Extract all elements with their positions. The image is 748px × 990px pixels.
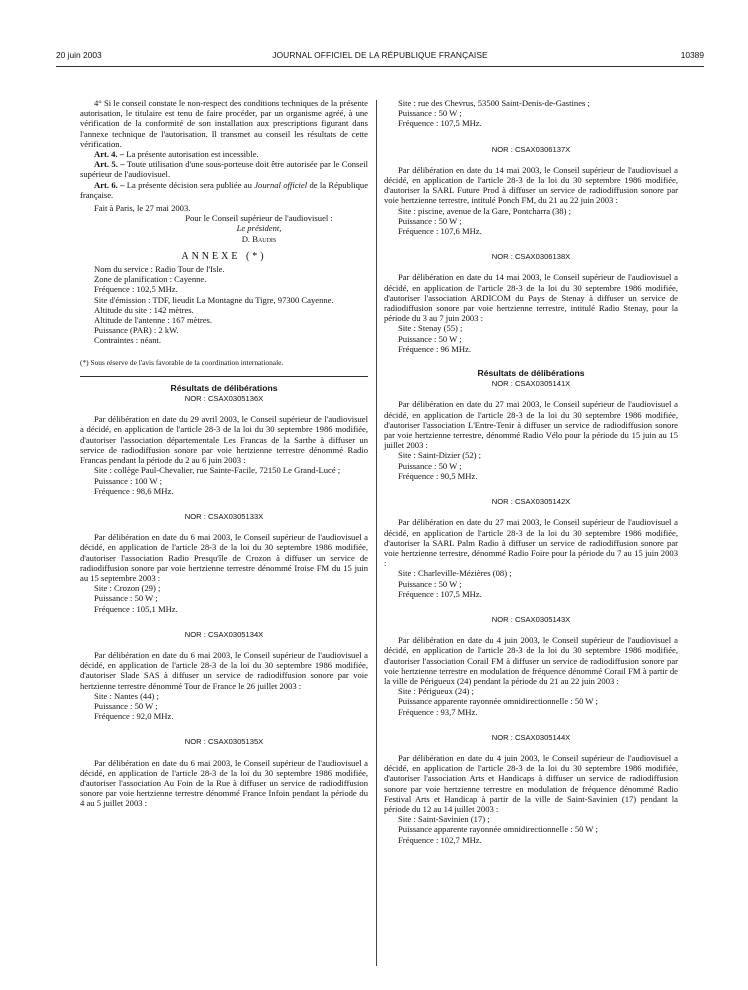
nor-reference: NOR : CSAX0305136X [184, 394, 264, 404]
header-title: JOURNAL OFFICIEL DE LA RÉPUBLIQUE FRANÇAISE [272, 50, 488, 60]
paragraph-verification: 4° Si le conseil constate le non-respect des conditions techniques de la présente autorisation, le titulaire est tenu de faire procéder, par un organisme agréé, à une vérification de la conformité de son installation aux prescriptions figurant dans l'annexe technique de l'autorisation. Il transmet au conseil les résultats de cette vérification. [80, 98, 368, 149]
nor-reference: NOR : CSAX0305141X [491, 379, 571, 389]
deliberation-text: Par délibération en date du 4 juin 2003, le Conseil supérieur de l'audiovisuel a décidé, en application de l'article 28-3 de la loi du 30 septembre 1986 modifiée, d'autoriser l'association Corail FM à diffuser un service de radiodiffusion sonore par voie hertzienne terrestre en modulation de fréquence dénommé Corail FM à partir de la ville de Périgueux (24) pendant la période du 21 au 22 juin 2003 : [384, 635, 678, 686]
deliberation-frequency: Fréquence : 90,5 MHz. [398, 470, 478, 481]
footnote: (*) Sous réserve de l'avis favorable de la coordination internationale. [80, 357, 284, 367]
deliberation-frequency: Fréquence : 107,5 MHz. [398, 118, 482, 129]
deliberation-site: Site : Périgueux (24) ; [398, 686, 474, 697]
signature-role: Le président, [236, 223, 282, 234]
deliberation-power: Puissance : 100 W ; [94, 475, 162, 486]
annexe-line: Puissance (PAR) : 2 kW. [94, 325, 179, 336]
deliberation-site: Site : Saint-Savinien (17) ; [398, 814, 490, 825]
deliberation-power: Puissance : 50 W ; [398, 578, 462, 589]
article-4 [80, 149, 368, 159]
annexe-line: Altitude de l'antenne : 167 mètres. [94, 315, 213, 326]
deliberation-power: Puissance : 50 W ; [398, 333, 462, 344]
deliberation-power: Puissance apparente rayonnée omnidirectionnelle : 50 W ; [398, 824, 598, 835]
deliberation-frequency: Fréquence : 107,5 MHz. [398, 588, 482, 599]
article-5-label: Art. 5. – [94, 159, 125, 170]
annexe-title: ANNEXE (*) [181, 250, 267, 262]
article-4-label: Art. 4. – [94, 149, 125, 160]
deliberation-text: Par délibération en date du 6 mai 2003, le Conseil supérieur de l'audiovisuel a décidé, en application de l'article 28-3 de la loi du 30 septembre 1986 modifiée, d'autoriser l'association Radio Presqu'île de Crozon à diffuser un service de radiodiffusion sonore par voie hertzienne terrestre dénommé Iroise FM du 15 juin au 15 septembre 2003 : [80, 532, 368, 583]
page-header [56, 50, 704, 62]
deliberation-text: Par délibération en date du 14 mai 2003, le Conseil supérieur de l'audiovisuel a décidé, en application de l'article 28-3 de la loi du 30 septembre 1986 modifiée, d'autoriser la SARL Future Prod à diffuser un service de radiodiffusion sonore par voie hertzienne terrestre, intitulé Ponch FM, du 21 au 22 juin 2003 : [384, 164, 678, 206]
deliberation-frequency: Fréquence : 93,7 MHz. [398, 706, 478, 717]
deliberation-frequency: Fréquence : 98,6 MHz. [94, 485, 174, 496]
deliberation-text: Par délibération en date du 29 avril 2003, le Conseil supérieur de l'audiovisuel a décidé, en application de l'article 28-3 de la loi du 30 septembre 1986 modifiée, d'autoriser l'association départementale Les Francas de la Sarthe à diffuser un service de radiodiffusion sonore par voie hertzienne terrestre dénommé Radio Francas pendant la période du 2 au 6 juin 2003 : [80, 414, 368, 466]
deliberation-site: Site : rue des Chevrus, 53500 Saint-Denis-de-Gastines ; [398, 98, 590, 108]
article-6-text-a: La présente décision sera publiée au [126, 179, 252, 190]
deliberation-power: Puissance apparente rayonnée omnidirectionnelle : 50 W ; [398, 696, 598, 707]
nor-reference: NOR : CSAX0305143X [491, 614, 571, 624]
deliberation-frequency: Fréquence : 102,7 MHz. [398, 834, 482, 845]
section-separator [80, 376, 368, 377]
article-6-label: Art. 6. – [94, 179, 125, 190]
article-6 [80, 180, 368, 200]
deliberation-text: Par délibération en date du 4 juin 2003, le Conseil supérieur de l'audiovisuel a décidé, en application de l'article 28-3 de la loi du 30 septembre 1986 modifiée, d'autoriser l'association Arts et Handicaps à diffuser un service de radiodiffusion sonore par voie hertzienne terrestre en modulation de fréquence dénommé Radio Festival Arts et Handicap à partir de la ville de Saint-Savinien (17) pendant la période du 12 au 14 juillet 2003 : [384, 752, 678, 814]
deliberation-site: Site : collège Paul-Chevalier, rue Sainte-Facile, 72150 Le Grand-Lucé ; [94, 465, 341, 476]
deliberation-text: Par délibération en date du 14 mai 2003, le Conseil supérieur de l'audiovisuel a décidé, en application de l'article 28-3 de la loi du 30 septembre 1986 modifiée, d'autoriser l'association ARDICOM du Pays de Stenay à diffuser un service de radiodiffusion sonore par voie hertzienne terrestre, intitulé Radio Stenay, pour la période du 3 au 7 juin 2003 : [384, 272, 678, 324]
section-title: Résultats de délibérations [170, 382, 278, 393]
deliberation-site: Site : Charleville-Mézières (08) ; [398, 568, 512, 579]
header-date: 20 juin 2003 [56, 50, 102, 60]
annexe-line: Site d'émission : TDF, lieudit La Montagne du Tigre, 97300 Cayenne. [94, 294, 334, 305]
header-rule [56, 66, 704, 67]
deliberation-power: Puissance : 50 W ; [398, 460, 462, 471]
article-6-journal: Journal officiel [254, 179, 308, 190]
annexe-line: Zone de planification : Cayenne. [94, 274, 207, 285]
left-column [80, 98, 368, 809]
deliberation-frequency: Fréquence : 96 MHz. [398, 343, 472, 354]
deliberation-power: Puissance : 50 W ; [94, 593, 158, 604]
deliberation-site: Site : Nantes (44) ; [94, 690, 159, 701]
header-page-number: 10389 [680, 50, 704, 60]
annexe-line: Fréquence : 102,5 MHz. [94, 284, 178, 295]
nor-reference: NOR : CSAX0306138X [491, 252, 571, 262]
deliberation-frequency: Fréquence : 107,6 MHz. [398, 226, 482, 237]
article-4-text: La présente autorisation est incessible. [126, 149, 259, 160]
signature-line-1: Pour le Conseil supérieur de l'audiovisuel : [185, 213, 333, 224]
article-5-text: Toute utilisation d'une sous-porteuse doit être autorisée par le Conseil supérieur de l'audiovisuel. [80, 159, 368, 180]
deliberation-site: Site : Stenay (55) ; [398, 323, 463, 334]
fait-a-paris: Fait à Paris, le 27 mai 2003. [94, 203, 191, 214]
signature-line-2 [80, 223, 368, 233]
nor-reference: NOR : CSAX0305144X [491, 732, 571, 742]
nor-reference: NOR : CSAX0305135X [184, 737, 264, 747]
article-6-text-b: de la République française. [80, 179, 369, 200]
deliberation-text: Par délibération en date du 27 mai 2003, le Conseil supérieur de l'audiovisuel a décidé, en application de l'article 28-3 de la loi du 30 septembre 1986 modifiée, d'autoriser la SARL Palm Radio à diffuser un service de radiodiffusion sonore par voie hertzienne terrestre, dénommé Radio Foire pour la période du 7 au 15 juin 2003 : [384, 517, 678, 569]
deliberation-site: Site : Saint-Dizier (52) ; [398, 450, 482, 461]
deliberation-text: Par délibération en date du 27 mai 2003, le Conseil supérieur de l'audiovisuel a décidé, en application de l'article 28-3 de la loi du 30 septembre 1986 modifiée, d'autoriser l'association L'Entre-Tenir à diffuser un service de radiodiffusion sonore par voie hertzienne terrestre, dénommé Radio Vélo pour la période du 15 juin au 15 juillet 2003 : [384, 399, 678, 451]
deliberation-text: Par délibération en date du 6 mai 2003, le Conseil supérieur de l'audiovisuel a décidé, en application de l'article 28-3 de la loi du 30 septembre 1986 modifiée, d'autoriser l'association Au Foin de la Rue à diffuser un service de radiodiffusion sonore par voie hertzienne terrestre dénommé France Infoin pendant la période du 4 au 5 juillet 2003 : [80, 757, 368, 809]
deliberation-power: Puissance : 50 W ; [398, 215, 462, 226]
annexe-line: Altitude du site : 142 mètres. [94, 304, 194, 315]
article-5 [80, 159, 368, 179]
column-divider [376, 100, 377, 966]
deliberation-site: Site : Crozon (29) ; [94, 583, 161, 594]
annexe-line: Nom du service : Radio Tour de l'Isle. [94, 264, 225, 275]
nor-reference: NOR : CSAX0306137X [491, 144, 571, 154]
nor-reference: NOR : CSAX0305142X [491, 497, 571, 507]
nor-reference: NOR : CSAX0305134X [184, 629, 264, 639]
deliberation-frequency: Fréquence : 105,1 MHz. [94, 603, 178, 614]
right-column [384, 98, 678, 845]
deliberation-frequency: Fréquence : 92,0 MHz. [94, 711, 174, 722]
annexe-list [80, 264, 368, 346]
deliberation-site: Site : piscine, avenue de la Gare, Pontcharra (38) ; [398, 205, 572, 216]
annexe-line: Contraintes : néant. [94, 335, 162, 346]
deliberation-power: Puissance : 50 W ; [398, 108, 462, 119]
deliberation-text: Par délibération en date du 6 mai 2003, le Conseil supérieur de l'audiovisuel a décidé, en application de l'article 28-3 de la loi du 30 septembre 1986 modifiée, d'autoriser Slade SAS à diffuser un service de radiodiffusion sonore par voie hertzienne terrestre dénommé Tour de France le 26 juillet 2003 : [80, 649, 368, 691]
deliberation-power: Puissance : 50 W ; [94, 700, 158, 711]
section-title: Résultats de délibérations [477, 368, 585, 379]
signature-name: D. Baudis [241, 233, 277, 244]
nor-reference: NOR : CSAX0305133X [184, 511, 264, 521]
